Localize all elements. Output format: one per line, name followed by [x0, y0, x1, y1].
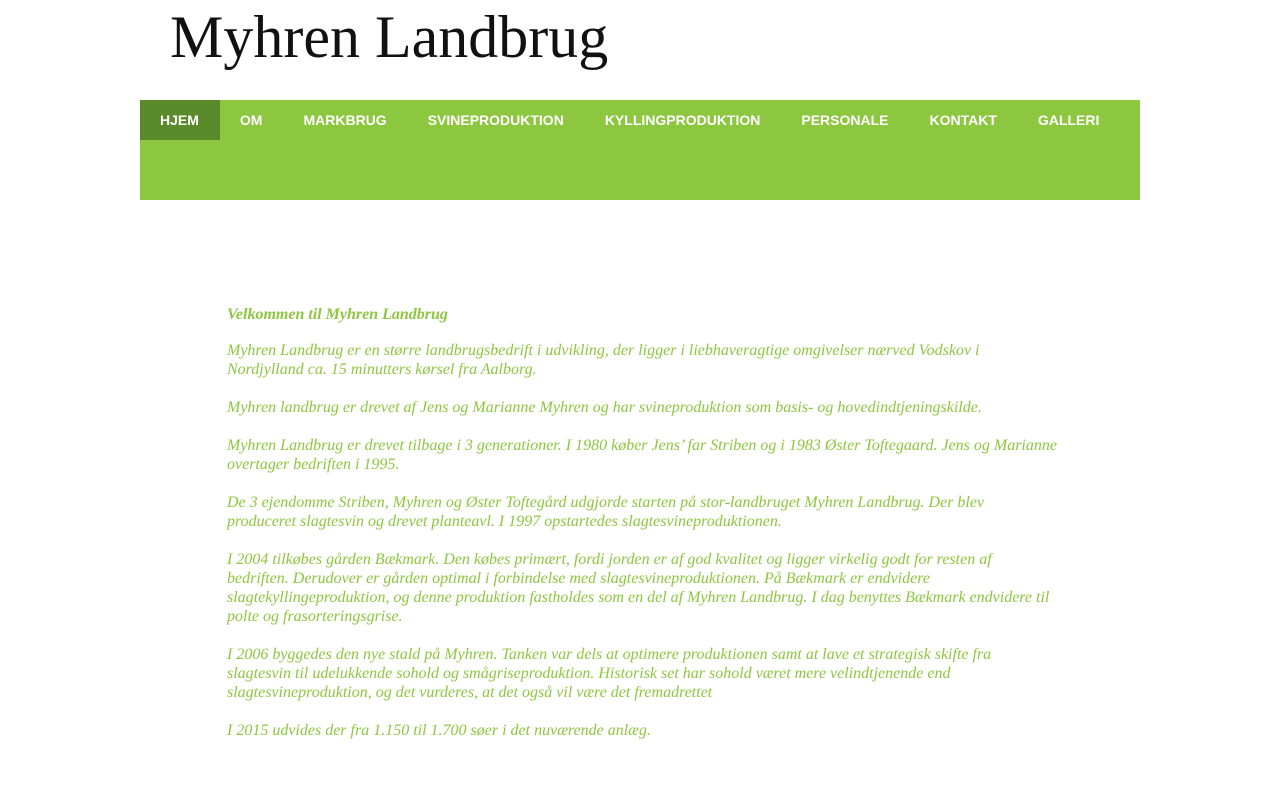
nav-item-kontakt[interactable]: KONTAKT — [929, 112, 997, 128]
new-stable-paragraph: I 2006 byggedes den nye stald på Myhren. Tanken var dels at optimere produktionen samt at lave et strategisk skifte fra slagtesvin til udelukkende sohold og smågriseproduktion. Historisk set har sohold været mere velindtjenende end slagtesvineproduktion, og det vurderes, at det også vil være det fremadrettet — [227, 646, 992, 701]
nav-item-galleri[interactable]: GALLERI — [1037, 112, 1100, 128]
site-title: Myhren Landbrug — [170, 4, 609, 70]
nav-item-hjem[interactable]: HJEM — [140, 100, 220, 140]
expansion-paragraph: I 2015 udvides der fra 1.150 til 1.700 søer i det nuværende anlæg. — [227, 722, 651, 739]
nav-item-kyllingproduktion[interactable]: KYLLINGPRODUKTION — [604, 112, 761, 128]
main-navigation — [140, 100, 1140, 200]
welcome-heading: Velkommen til Myhren Landbrug — [227, 306, 448, 323]
nav-item-personale[interactable]: PERSONALE — [801, 112, 889, 128]
baekmark-paragraph: I 2004 tilkøbes gården Bækmark. Den købes primært, fordi jorden er af god kvalitet og ligger virkelig godt for resten af bedriften. Derudover er gården optimal i forbindelse med slagtesvineproduktionen. På Bækmark er endvidere slagtekyllingeproduktion, og denne produktion fastholdes som en del af Myhren Landbrug. I dag benyttes Bækmark endvidere til polte og frasorteringsgrise. — [227, 551, 1050, 625]
nav-item-om[interactable]: OM — [239, 112, 263, 128]
intro-paragraph: Myhren Landbrug er en større landbrugsbedrift i udvikling, der ligger i liebhaveragtige omgivelser nærved Vodskov i Nordjylland ca. 15 minutters kørsel fra Aalborg. — [227, 342, 980, 378]
nav-item-markbrug[interactable]: MARKBRUG — [303, 112, 387, 128]
nav-list — [140, 100, 1140, 140]
properties-paragraph: De 3 ejendomme Striben, Myhren og Øster Toftegård udgjorde starten på stor-landbruget Myhren Landbrug. Der blev produceret slagtesvin og drevet planteavl. I 1997 opstartedes slagtesvineproduktionen. — [227, 494, 985, 530]
nav-item-svineproduktion[interactable]: SVINEPRODUKTION — [427, 112, 564, 128]
history-paragraph: Myhren Landbrug er drevet tilbage i 3 generationer. I 1980 køber Jens’ far Striben og i 1983 Øster Toftegaard. Jens og Marianne overtager bedriften i 1995. — [227, 437, 1057, 473]
main-content — [227, 305, 1057, 759]
owners-paragraph: Myhren landbrug er drevet af Jens og Marianne Myhren og har svineproduktion som basis- og hovedindtjeningskilde. — [227, 399, 982, 416]
